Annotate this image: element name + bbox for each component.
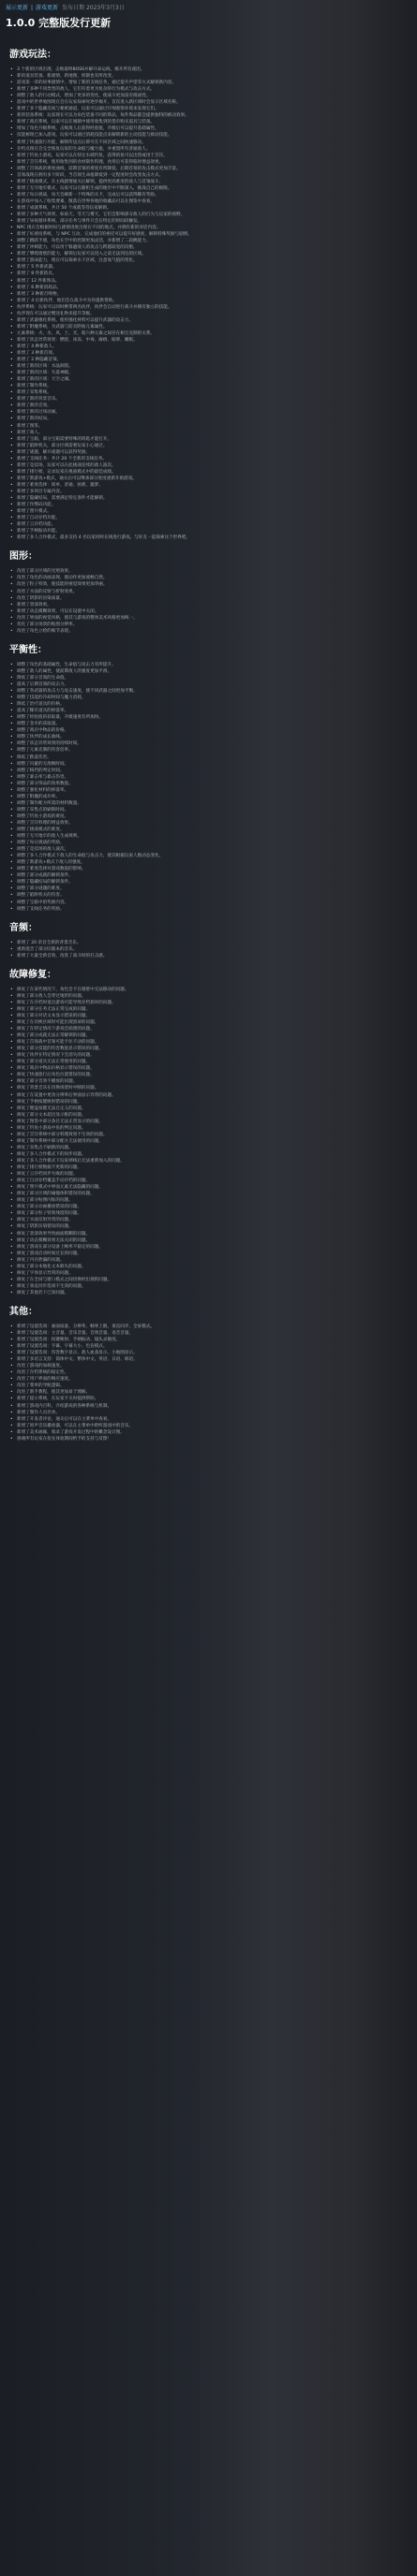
list-item: • 新增了武器强化系统，使用强化材料可以提升武器的攻击力。 xyxy=(9,317,408,324)
list-item: • 修复了自动存档覆盖手动存档的问题。 xyxy=(9,1178,408,1184)
list-item: • 修复了阴影渲染错误的问题。 xyxy=(9,1223,408,1230)
list-item: • 调整了隐藏结局的解锁条件。 xyxy=(9,879,408,886)
list-item: • 修复了在全屏与窗口模式之间切换时出现的问题。 xyxy=(9,1277,408,1283)
list-item: • 调整了元素克制的伤害倍率。 xyxy=(9,747,408,754)
list-item: • 新增了 3 种新首领。 xyxy=(9,350,408,357)
list-item: • 调整了商店中物品的价格。 xyxy=(9,727,408,734)
list-item: • 新增了制作系统。 xyxy=(9,383,408,389)
list-item: • 调整了敌人的行动模式，增加了更多的变化，使战斗更加富有挑战性。 xyxy=(9,93,408,99)
list-item: • 修复了云存档同步失败的问题。 xyxy=(9,1171,408,1178)
list-item: • 降低了治疗道具的价格。 xyxy=(9,701,408,708)
list-item: • 新的道具装备。新剧情、新地图，机制也有所改变。 xyxy=(9,73,408,80)
list-item: • 调整了陷阱机关的伤害。 xyxy=(9,892,408,899)
list-item: • 调整了首领战的难度曲线，前期首领的难度有所降低，后期首领的攻击模式更加丰富。 xyxy=(9,166,408,172)
list-item: • 新增了采集系统。 xyxy=(9,389,408,396)
list-item: • 新的装备系统：玩家现在可以为角色装备不同的饰品，每件饰品都会提供独特的被动效果。 xyxy=(9,112,408,119)
list-item: • 改进了界面的视觉风格，使其与游戏的整体美术风格更加统一。 xyxy=(9,615,408,622)
bullet-list xyxy=(9,66,408,541)
list-item: • 新增了 8 件新防具。 xyxy=(9,271,408,277)
list-item: • 新增了开发者评论，通关后可以在主菜单中查看。 xyxy=(9,1416,408,1423)
list-item: • 改进了角色立绘的细节表现。 xyxy=(9,628,408,635)
list-item: • 新增了冲刺能力，可以用于躲避敌人的攻击与跨越较宽的沟壑。 xyxy=(9,244,408,251)
list-item: • 游戏第一章的故事剧情中，增加了新的支线任务，通过提升声望等方式解锁新内容。 xyxy=(9,80,408,86)
list-item: • 调整了每日挑战的奖励。 xyxy=(9,840,408,846)
list-item: • 存档点现在会完全恢复玩家的生命值与魔力值，并重置所有普通敌人。 xyxy=(9,146,408,153)
list-item: • 新增了原声音乐播放器，可以在主菜单中聆听游戏中的音乐。 xyxy=(9,1423,408,1429)
list-item: • 修复了部分敌人会穿过地形的问题。 xyxy=(9,993,408,1000)
list-item: • 新增了多种天气效果，如雨天、雪天与雾天，它们会影响部分敌人的行为与玩家的视野。 xyxy=(9,212,408,218)
section-heading: 游戏玩法： xyxy=(9,50,56,60)
list-item: • 修复了部分成就无法正常解锁的问题。 xyxy=(9,1032,408,1039)
list-item: • 新增了支线任务：共计 20 个全新的支线任务。 xyxy=(9,456,408,462)
list-item: • 新增了好感度系统，与 NPC 互动、完成他们的委托可以提升好感度，解锁特殊奖励与剧情。 xyxy=(9,231,408,238)
list-item: • 调整了闪避的无敌帧时间。 xyxy=(9,761,408,768)
list-item: • 新增了大量全新音效，改进了战斗时的打击感。 xyxy=(9,953,408,959)
list-item: • 感谢所有玩家在抢先体验期间给予的支持与反馈！ xyxy=(9,1436,408,1442)
list-item: • 改进了菜单的导航逻辑。 xyxy=(9,1383,408,1389)
list-item: • 新增了多语言支持：简体中文、繁体中文、英语、日语、韩语。 xyxy=(9,1356,408,1363)
list-item: • 新增了新的结局。 xyxy=(9,416,408,422)
list-item: • 调整了金币的获取量。 xyxy=(9,721,408,727)
list-item: • 新增了多周目专属内容。 xyxy=(9,489,408,495)
list-item: • 调整了挑战模式的难度。 xyxy=(9,827,408,833)
list-item: • 新增了 4 位新伙伴，他们会在战斗中为你提供帮助。 xyxy=(9,298,408,304)
page-title: 1.0.0 完整版发行更新 xyxy=(6,17,112,29)
list-item: • 修复了部分任务无法正常完成的问题。 xyxy=(9,1006,408,1013)
list-item: • 降低了部分首领的生命值。 xyxy=(9,675,408,681)
list-item: • 新增了多人合作模式，最多支持 4 名玩家同时在线进行游戏，与好友一起探索这个世界吧。 xyxy=(9,534,408,541)
list-item: • 修复了排行榜数据不更新的问题。 xyxy=(9,1164,408,1171)
list-item: • 新增了游泳能力，现在可以探索水下区域，注意氧气值的变化。 xyxy=(9,257,408,264)
list-item: • 调整了暴击率与暴击伤害。 xyxy=(9,774,408,781)
section-heading: 图形： xyxy=(9,551,37,563)
list-item: • 新增了新的区域：水晶洞窟。 xyxy=(9,363,408,370)
list-item: • 改进了粒子特效，使技能的视觉效果更加华丽。 xyxy=(9,581,408,588)
list-item: • 新增了成就系统，共计 50 个成就等待玩家解锁。 xyxy=(9,205,408,212)
list-item: • 新增了新的背景音乐。 xyxy=(9,396,408,402)
list-item: • 新增了快速旅行功能，解锁传送点后即可在不同区域之间快速移动。 xyxy=(9,139,408,146)
list-item: • 调整了烹饪料理的增益效果。 xyxy=(9,820,408,827)
list-item: • 新增了自动存档功能。 xyxy=(9,515,408,521)
list-item: • 调整了新游戏+模式下敌人的强度。 xyxy=(9,859,408,866)
list-item: • 新增了 3 种新召唤物。 xyxy=(9,291,408,298)
list-item: • 修复了部分动画播放错误的问题。 xyxy=(9,1204,408,1210)
breadcrumb-link[interactable]: 展示更新 xyxy=(6,5,29,11)
bullet-list xyxy=(9,940,408,959)
list-item: • 新增了 5 件新武器。 xyxy=(9,264,408,271)
list-item: • 修复了游戏启动时间过长的问题。 xyxy=(9,1251,408,1257)
list-item: • 修复了背景音乐在切换场景时中断的问题。 xyxy=(9,1085,408,1091)
list-item: • 调整了各武器的攻击力与攻击速度，使不同武器之间更加平衡。 xyxy=(9,688,408,695)
breadcrumb-label[interactable]: 游戏更新 xyxy=(36,5,59,11)
list-item: • 调整了宝箱中的奖励内容。 xyxy=(9,900,408,906)
list-item: • 调整了竞技场的敌人波次。 xyxy=(9,846,408,853)
list-item: • 修复了部分技能的伤害数值显示错误的问题。 xyxy=(9,1046,408,1052)
list-item: • 新增了攀爬墙壁的能力，解锁后玩家可以进入之前无法到达的区域。 xyxy=(9,251,408,257)
list-item: • 修复了多人合作模式下玩家掉线后无法重新加入的问题。 xyxy=(9,1158,408,1164)
list-item: • 新增了图鉴。 xyxy=(9,423,408,430)
list-item: • 修复了在特定情况下游戏会崩溃的问题。 xyxy=(9,1026,408,1032)
list-item: • 调整了钓鱼小游戏的难度。 xyxy=(9,813,408,820)
list-item: • 改进了存档系统的稳定性。 xyxy=(9,1369,408,1376)
list-item: • 首领战现在拥有多个阶段，当首领生命值降低到一定程度时会改变攻击方式。 xyxy=(9,172,408,179)
list-item: • 新增了新的区域：天空之城。 xyxy=(9,376,408,383)
list-item: • 修复了水面反射异常的问题。 xyxy=(9,1217,408,1223)
patch-notes-body xyxy=(0,39,417,1442)
list-item: • 游戏中的世界地图现在会在玩家探索时逐步揭开，首次进入新区域时会显示区域名称。 xyxy=(9,99,408,106)
list-item: • 修复了多人合作模式下的同步问题。 xyxy=(9,1151,408,1158)
list-item: • 新增了排行榜，记录玩家在挑战模式中的最佳成绩。 xyxy=(9,469,408,476)
list-item: • 修复了动态模糊效果无法关闭的问题。 xyxy=(9,1237,408,1244)
list-item: • 改进了用户界面的响应速度。 xyxy=(9,1376,408,1383)
list-item: • 新增了作弊码功能。 xyxy=(9,502,408,508)
list-item: • 改进了角色的动画表现，使动作更加流畅自然。 xyxy=(9,575,408,581)
list-item: • 调整了无尽地牢的敌人生成规则。 xyxy=(9,833,408,840)
list-item: • 新增了烹饪系统，使用收集到的食材制作料理，食用后可获得临时增益效果。 xyxy=(9,159,408,166)
list-item: • 调整了强化材料的掉落率。 xyxy=(9,787,408,794)
section-heading: 平衡性： xyxy=(9,644,47,655)
list-item: • 提高了稀有道具的掉落率。 xyxy=(9,708,408,714)
list-item: • 新增了昼夜循环系统，部分任务与事件只会在特定的时间段触发。 xyxy=(9,218,408,225)
list-item: • 调整了部分谜题的难度。 xyxy=(9,886,408,892)
list-item: • 修复了部分贴图闪烁的问题。 xyxy=(9,1197,408,1204)
list-item: • 新增了多种不同类型的敌人，它们有着更为复杂的行为模式与攻击方式。 xyxy=(9,86,408,93)
bullet-list xyxy=(9,1324,408,1442)
list-item: • 新增了提示系统，在玩家卡关时提供帮助。 xyxy=(9,1396,408,1402)
list-item: • 新增了设置选项：画面质量、分辨率、帧率上限、垂直同步、全屏模式。 xyxy=(9,1324,408,1330)
list-item: • 修复了烹饪系统中部分料理效果不生效的问题。 xyxy=(9,1132,408,1138)
list-item: • 改进了游戏的加载速度。 xyxy=(9,1363,408,1369)
list-item: • 调整了部分成就的解锁条件。 xyxy=(9,872,408,879)
section-graphics xyxy=(0,541,417,634)
list-item: • 新增了隐藏结局，需要满足特定条件才能解锁。 xyxy=(9,495,408,502)
list-item: • 在游戏中加入了收集要素，散落在世界各地的收藏品可以在图鉴中查看。 xyxy=(9,198,408,205)
list-item: • 修复了在设置中更改分辨率后界面显示异常的问题。 xyxy=(9,1092,408,1099)
list-item: • 新增了状态异常效果：燃烧、冰冻、中毒、麻痹、眩晕、睡眠。 xyxy=(9,337,408,344)
list-item: • 新增了附魔系统，为武器与防具附加元素属性。 xyxy=(9,324,408,330)
section-heading: 音频： xyxy=(9,922,37,933)
section-bugfixes xyxy=(0,959,417,1296)
breadcrumb-separator: | xyxy=(31,5,34,11)
list-item: • 修复了部分粒子特效残留的问题。 xyxy=(9,1210,408,1217)
list-item: • 修复了部分对话文本显示错误的问题。 xyxy=(9,1013,408,1019)
list-item: • 新增了挑战模式，在主线剧情通关后解锁，提供更高难度的敌人与首领战斗。 xyxy=(9,179,408,185)
list-item: • 新增了新的过场动画。 xyxy=(9,409,408,416)
list-item: • 新增了新游戏+模式，通关后可以继承部分进度重新开始游戏。 xyxy=(9,476,408,482)
list-item: • 调整了难度选择对游戏数值的影响。 xyxy=(9,866,408,872)
list-item: • 修复了商店中物品价格显示错误的问题。 xyxy=(9,1065,408,1072)
list-item: • 新增了 20 余首全新的背景音乐。 xyxy=(9,940,408,946)
list-item: • 新增了设置选项：按键映射、手柄振动、镜头灵敏度。 xyxy=(9,1337,408,1343)
list-item: • NPC 现在会根据时间与剧情进度出现在不同的地点，并拥有新的对话内容。 xyxy=(9,225,408,231)
list-item: • 调整了附魔的成功率。 xyxy=(9,794,408,800)
breadcrumb xyxy=(0,0,417,15)
list-item: • 新增了美术画廊，收录了游戏开发过程中的概念设计图。 xyxy=(9,1429,408,1436)
list-item: • 调整了制作配方所需的材料数量。 xyxy=(9,800,408,807)
list-item: • 新增了陷阱机关，部分区域需要玩家小心通过。 xyxy=(9,443,408,449)
list-item: • 新增了宝箱，部分宝箱需要特殊的钥匙才能打开。 xyxy=(9,436,408,443)
list-item: • 新增了商人。 xyxy=(9,430,408,436)
list-item: • 修复了图鉴中部分条目无法正常显示的问题。 xyxy=(9,1119,408,1125)
list-item: • 新增了谜题，解开谜题可以获得奖励。 xyxy=(9,449,408,456)
list-item: • 新增了新的音效。 xyxy=(9,402,408,409)
list-item: • 新增了难度选择：简单、普通、困难、噩梦。 xyxy=(9,482,408,489)
list-item: • 新增了 6 种新消耗品。 xyxy=(9,285,408,291)
list-item: • 调整了采集点的刷新时间。 xyxy=(9,807,408,813)
list-item: • 修复了首领战中首领可能卡住不动的问题。 xyxy=(9,1039,408,1046)
list-item: • 技能树现已加入游戏，玩家可以通过消耗技能点来解锁新的主动技能与被动技能。 xyxy=(9,132,408,139)
list-item: • 优化了部分场景的贴图分辨率。 xyxy=(9,622,408,628)
list-item: • 调整了经验值的获取量，升级速度有所加快。 xyxy=(9,714,408,721)
list-item: • 新增了照片模式。 xyxy=(9,508,408,515)
list-item: • 修复了键盘按键无法自定义的问题。 xyxy=(9,1105,408,1112)
list-item: • 修复了部分本地化文本缺失的问题。 xyxy=(9,1264,408,1270)
list-item: • 元素系统：火、水、风、土、光、暗六种元素之间存在相互克制的关系。 xyxy=(9,330,408,337)
bullet-list xyxy=(9,568,408,634)
list-item: • 修复了垂直同步选项不生效的问题。 xyxy=(9,1283,408,1290)
list-item: • 重新混音了部分旧版本的音乐。 xyxy=(9,946,408,953)
list-item: • 修复了部分区域的碰撞体积错误的问题。 xyxy=(9,1191,408,1197)
list-item: • 新增了每日挑战，每天会刷新一个特殊的关卡，完成后可以获得稀有奖励。 xyxy=(9,192,408,198)
list-item: • 新增了手柄振动功能。 xyxy=(9,528,408,534)
bullet-list xyxy=(9,987,408,1296)
list-item: • 新增了设置选项：字幕、字幕大小、色盲模式。 xyxy=(9,1343,408,1350)
list-item: • 调整了跳跃手感，角色在空中的控制更加灵活，并新增了二段跳能力。 xyxy=(9,238,408,244)
list-item: • 提高了后期首领的攻击力。 xyxy=(9,681,408,688)
list-item: • 新增了制作人员名单。 xyxy=(9,1410,408,1416)
section-heading: 故障修复： xyxy=(9,969,56,980)
list-item: • 修复了内存泄漏的问题。 xyxy=(9,1257,408,1264)
section-heading: 其他： xyxy=(9,1306,37,1317)
list-item: • 新增了设置选项：主音量、音乐音量、音效音量、语音音量。 xyxy=(9,1330,408,1337)
list-item: • 新增了动态模糊效果，可以在设置中关闭。 xyxy=(9,608,408,615)
list-item: • 增加了角色升级系统，击败敌人后获得经验值，升级后可以提升基础属性。 xyxy=(9,125,408,132)
list-item: • 新增了 12 件新饰品。 xyxy=(9,278,408,285)
list-item: • 新增了钓鱼小游戏，玩家可以在特定水域钓鱼，获得的鱼可以出售或用于烹饪。 xyxy=(9,153,408,159)
list-item: • 修复了制作系统中部分配方无法使用的问题。 xyxy=(9,1138,408,1145)
section-audio xyxy=(0,913,417,959)
list-item: • 修复了在某些情况下，角色会卡在墙壁中无法移动的问题。 xyxy=(9,987,408,993)
bullet-list xyxy=(9,662,408,913)
list-item: • 修复了在切换区域时可能出现黑屏的问题。 xyxy=(9,1019,408,1026)
list-item: • 新增了新的区域：失落神殿。 xyxy=(9,370,408,376)
list-item: • 新增了多个隐藏房间与秘密通道，玩家可以通过仔细观察环境来发现它们。 xyxy=(9,106,408,112)
list-item: • 修复了部分音效不播放的问题。 xyxy=(9,1078,408,1085)
list-item: • 修复了其他若干已知问题。 xyxy=(9,1290,408,1296)
list-item: • 修复了采集点不刷新的问题。 xyxy=(9,1145,408,1151)
list-item: • 新增了云存档功能。 xyxy=(9,521,408,528)
list-item: • 新增了游戏内百科，介绍游戏的各种系统与机制。 xyxy=(9,1403,408,1410)
list-item: • 改进了部分区域的光照效果。 xyxy=(9,568,408,575)
list-item: • 新增了竞技场，玩家可以在此挑战连续的敌人波次。 xyxy=(9,462,408,469)
list-item: • 伙伴现在可以通过赠送礼物来提升等级。 xyxy=(9,311,408,317)
list-item: • 改进了新手教程，使其更加易于理解。 xyxy=(9,1389,408,1396)
list-item: • 调整了部分饰品的效果数值。 xyxy=(9,781,408,787)
list-item: • 新增了商店系统，玩家可以在城镇中使用收集到的货币购买道具与装备。 xyxy=(9,119,408,125)
list-item: • 修复了游戏在部分设备上帧率不稳定的问题。 xyxy=(9,1244,408,1251)
list-item: • 调整了状态异常效果的持续时间。 xyxy=(9,740,408,747)
section-balance xyxy=(0,635,417,913)
list-item: • 修复了快速旅行后角色位置错误的问题。 xyxy=(9,1072,408,1078)
list-item: • 伙伴系统：玩家可以同时携带两名伙伴，伙伴会自动进行战斗并拥有独立的技能。 xyxy=(9,304,408,311)
list-item: • 新增了设置选项：伤害数字显示、敌人血条显示、小地图显示。 xyxy=(9,1350,408,1356)
list-item: • 调整了敌人的属性，使前期敌人的强度更加平滑。 xyxy=(9,668,408,675)
list-item: • 修复了照片模式中界面元素无法隐藏的问题。 xyxy=(9,1184,408,1191)
section-gameplay xyxy=(0,39,417,541)
list-item: • 修复了部分道具无法正常使用的问题。 xyxy=(9,1059,408,1065)
list-item: • 调整了角色的基础属性，生命值与攻击力有所提升。 xyxy=(9,662,408,668)
list-item: • 新增了景深效果。 xyxy=(9,602,408,608)
list-item: • 调整了伙伴的成长曲线。 xyxy=(9,734,408,740)
list-item: • 修复了字体显示异常的问题。 xyxy=(9,1270,408,1277)
list-item: • 改进了阴影的渲染质量。 xyxy=(9,595,408,602)
list-item: • 修复了伙伴在特定情况下会消失的问题。 xyxy=(9,1052,408,1059)
list-item: • 调整了多人合作模式下敌人的生命值与攻击力，使其根据玩家人数动态变化。 xyxy=(9,853,408,859)
list-item: • 修复了部分文本超出显示框的问题。 xyxy=(9,1112,408,1119)
section-other xyxy=(0,1296,417,1442)
list-item: • 调整了支线任务的奖励。 xyxy=(9,906,408,913)
list-item: • 修复了钓鱼小游戏中鱼的判定问题。 xyxy=(9,1125,408,1132)
list-item: • 3 个新的区域出现，击败最终BOSS并解开命运线，揭开所有谜团。 xyxy=(9,66,408,73)
publish-date: 发布日期 2023年3月3日 xyxy=(62,5,125,11)
list-item: • 调整了技能的冷却时间与魔力消耗。 xyxy=(9,695,408,701)
list-item: • 新增了无尽地牢模式，玩家可以在随机生成的地牢中不断深入，挑战自己的极限。 xyxy=(9,185,408,192)
list-item: • 降低了跌落伤害。 xyxy=(9,754,408,761)
list-item: • 修复了在存档时退出游戏可能导致存档损坏的问题。 xyxy=(9,1000,408,1006)
list-item: • 新增了 2 种隐藏首领。 xyxy=(9,357,408,363)
list-item: • 修复了手柄按键映射错误的问题。 xyxy=(9,1099,408,1105)
list-item: • 修复了景深效果导致画面模糊的问题。 xyxy=(9,1231,408,1237)
list-item: • 改进了水面的反射与折射效果。 xyxy=(9,589,408,595)
list-item: • 新增了 4 种新敌人。 xyxy=(9,344,408,350)
list-item: • 调整了格挡的判定时间。 xyxy=(9,768,408,774)
